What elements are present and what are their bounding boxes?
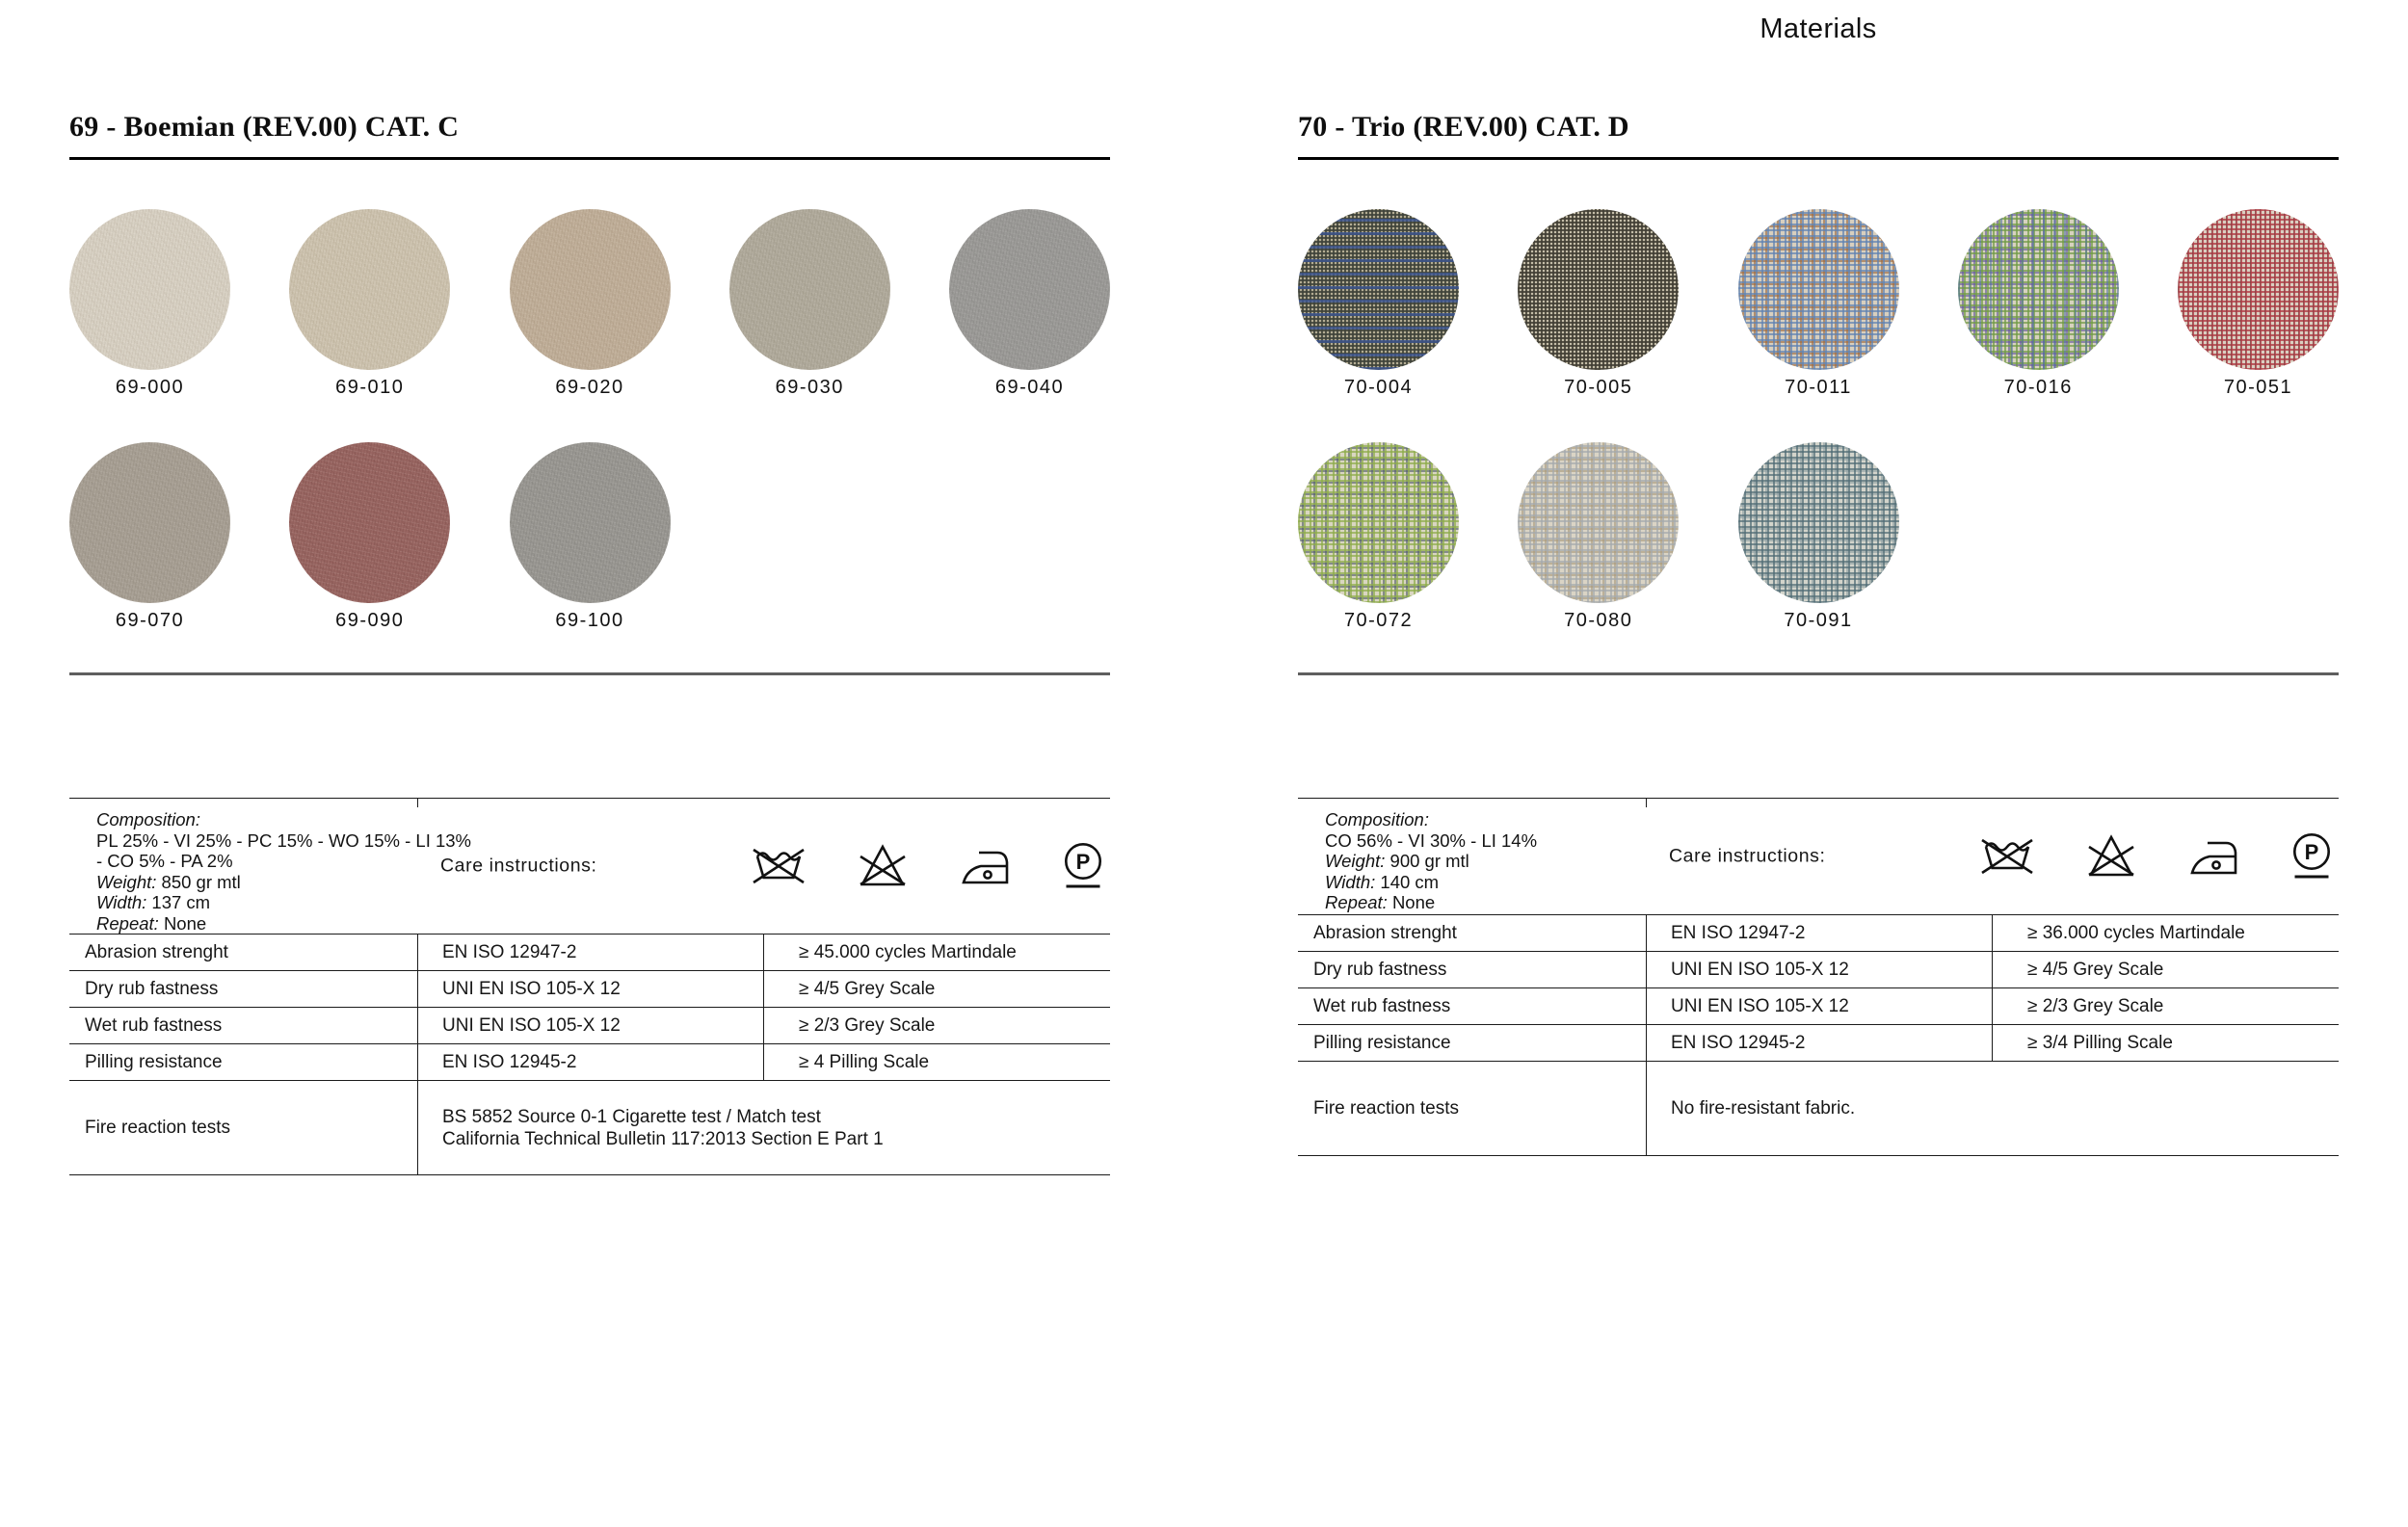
spec-table (69, 798, 1110, 1175)
fire-reaction-row (69, 1080, 1110, 1175)
swatch-code: 69-010 (335, 377, 405, 398)
divider (69, 672, 1110, 675)
row-standard: EN ISO 12945-2 (417, 1044, 763, 1080)
swatch-code: 70-004 (1343, 377, 1414, 398)
fabric-swatch (1738, 442, 1899, 632)
composition-row (1298, 798, 2339, 914)
row-label: Dry rub fastness (85, 978, 219, 999)
row-value: ≥ 4 Pilling Scale (763, 1044, 1110, 1080)
fabric-swatch (1298, 442, 1459, 632)
do-not-bleach-icon (856, 842, 910, 890)
fabric-swatch (949, 209, 1110, 399)
table-row-wet-rub (69, 1007, 1110, 1043)
weight-line: Weight: 850 gr mtl (96, 871, 241, 892)
fabric-swatch (1298, 209, 1459, 399)
swatch-image (1518, 209, 1679, 370)
iron-low-heat-icon (2184, 834, 2240, 879)
width-line: Width: 140 cm (1325, 871, 1440, 892)
row-label: Fire reaction tests (1313, 1097, 1459, 1119)
table-row-pilling (1298, 1024, 2339, 1061)
row-label: Pilling resistance (1313, 1032, 1451, 1053)
table-row-dry-rub (69, 970, 1110, 1007)
row-value: BS 5852 Source 0-1 Cigarette test / Match test California Technical Bulletin 117:2013 Section E Part 1 (417, 1081, 1110, 1174)
composition-line: - CO 5% - PA 2% (96, 851, 233, 871)
swatch-code: 69-070 (115, 610, 185, 631)
column-tick (417, 799, 418, 807)
composition-line: CO 56% - VI 30% - LI 14% (1325, 829, 1538, 851)
dry-clean-p-icon (2287, 830, 2337, 882)
swatch-image (949, 209, 1110, 370)
row-value: ≥ 36.000 cycles Martindale (1992, 915, 2339, 951)
row-label: Dry rub fastness (1313, 959, 1447, 980)
spec-table (1298, 798, 2339, 1156)
composition-label: Composition: (1325, 809, 1429, 829)
swatch-image (289, 209, 450, 370)
swatch-image (1518, 442, 1679, 603)
row-standard: EN ISO 12947-2 (417, 935, 763, 970)
dry-clean-p-icon (1058, 840, 1108, 892)
swatch-code: 70-072 (1343, 610, 1414, 631)
swatch-row (69, 442, 1110, 632)
row-label: Wet rub fastness (85, 1014, 223, 1036)
swatch-code: 70-080 (1564, 610, 1633, 631)
row-standard: EN ISO 12945-2 (1646, 1025, 1992, 1061)
swatch-image (289, 442, 450, 603)
swatch-image (729, 209, 890, 370)
fabric-swatch (2178, 209, 2339, 399)
swatch-code: 69-100 (555, 610, 624, 631)
fabric-swatch (510, 209, 671, 399)
swatch-code: 69-040 (994, 377, 1065, 398)
composition-block (96, 809, 471, 934)
section-trio (1298, 96, 2339, 1156)
fabric-swatch (729, 209, 890, 399)
swatch-code: 69-030 (775, 377, 844, 398)
table-row-pilling (69, 1043, 1110, 1080)
swatch-row (69, 209, 1110, 399)
row-standard: UNI EN ISO 105-X 12 (417, 1008, 763, 1043)
swatch-image (69, 442, 230, 603)
swatch-image (1738, 442, 1899, 603)
row-value: No fire-resistant fabric. (1646, 1062, 2339, 1155)
row-value: ≥ 45.000 cycles Martindale (763, 935, 1110, 970)
svg-text:P: P (1075, 850, 1091, 874)
swatch-code: 70-051 (2223, 377, 2293, 398)
row-label: Pilling resistance (85, 1051, 223, 1072)
swatch-image (1958, 209, 2119, 370)
swatch-image (510, 442, 671, 603)
row-label: Wet rub fastness (1313, 995, 1451, 1016)
row-value: ≥ 2/3 Grey Scale (763, 1008, 1110, 1043)
row-value: ≥ 2/3 Grey Scale (1992, 988, 2339, 1024)
care-instructions-label: Care instructions: (440, 855, 597, 877)
row-label: Abrasion strenght (1313, 922, 1457, 943)
swatch-code: 70-091 (1784, 610, 1853, 631)
swatch-code: 70-005 (1564, 377, 1633, 398)
fabric-swatch (1518, 209, 1679, 399)
fabric-swatch (1518, 442, 1679, 632)
repeat-line: Repeat: None (1325, 892, 1436, 912)
table-row-abrasion (1298, 914, 2339, 951)
fabric-swatch (510, 442, 671, 632)
row-standard: EN ISO 12947-2 (1646, 915, 1992, 951)
row-label: Fire reaction tests (85, 1117, 230, 1138)
care-instructions-label: Care instructions: (1669, 845, 1826, 867)
do-not-bleach-icon (2084, 832, 2138, 881)
fabric-swatch (69, 209, 230, 399)
fabric-swatch (1738, 209, 1899, 399)
row-standard: UNI EN ISO 105-X 12 (1646, 988, 1992, 1024)
table-row-dry-rub (1298, 951, 2339, 987)
row-label: Abrasion strenght (85, 941, 228, 962)
composition-block (1325, 809, 1537, 913)
composition-label: Composition: (96, 809, 200, 829)
swatch-code: 69-090 (335, 610, 405, 631)
row-value: ≥ 4/5 Grey Scale (763, 971, 1110, 1007)
swatch-image (69, 209, 230, 370)
swatch-code: 70-011 (1785, 377, 1852, 398)
swatch-code: 69-020 (555, 377, 624, 398)
iron-low-heat-icon (956, 844, 1012, 888)
table-row-wet-rub (1298, 987, 2339, 1024)
swatch-image (1738, 209, 1899, 370)
row-standard: UNI EN ISO 105-X 12 (417, 971, 763, 1007)
repeat-line: Repeat: None (96, 912, 207, 934)
row-value: ≥ 3/4 Pilling Scale (1992, 1025, 2339, 1061)
care-icons (1978, 830, 2337, 882)
care-icons (750, 840, 1108, 892)
section-title: 70 - Trio (REV.00) CAT. D (1298, 110, 2339, 160)
composition-row (69, 798, 1110, 934)
divider (1298, 672, 2339, 675)
row-value: ≥ 4/5 Grey Scale (1992, 952, 2339, 987)
swatch-row (1298, 442, 2339, 632)
fabric-swatch (289, 442, 450, 632)
swatch-code: 69-000 (115, 377, 185, 398)
weight-line: Weight: 900 gr mtl (1325, 851, 1469, 871)
table-row-abrasion (69, 934, 1110, 970)
section-title: 69 - Boemian (REV.00) CAT. C (69, 110, 1110, 160)
fabric-swatch (69, 442, 230, 632)
swatch-code: 70-016 (2003, 377, 2073, 398)
width-line: Width: 137 cm (96, 892, 211, 912)
composition-line: PL 25% - VI 25% - PC 15% - WO 15% - LI 13% (96, 829, 471, 851)
swatch-image (2178, 209, 2339, 370)
swatch-row (1298, 209, 2339, 399)
do-not-wash-icon (750, 841, 809, 891)
row-standard: UNI EN ISO 105-X 12 (1646, 952, 1992, 987)
section-boemian (69, 96, 1110, 1175)
swatch-image (1298, 442, 1459, 603)
fabric-swatch (1958, 209, 2119, 399)
do-not-wash-icon (1978, 831, 2038, 882)
swatch-image (1298, 209, 1459, 370)
column-tick (1646, 799, 1647, 807)
fire-reaction-row (1298, 1061, 2339, 1156)
fabric-swatch (289, 209, 450, 399)
page-title: Materials (1760, 13, 1877, 44)
swatch-image (510, 209, 671, 370)
svg-text:P: P (2304, 840, 2319, 864)
